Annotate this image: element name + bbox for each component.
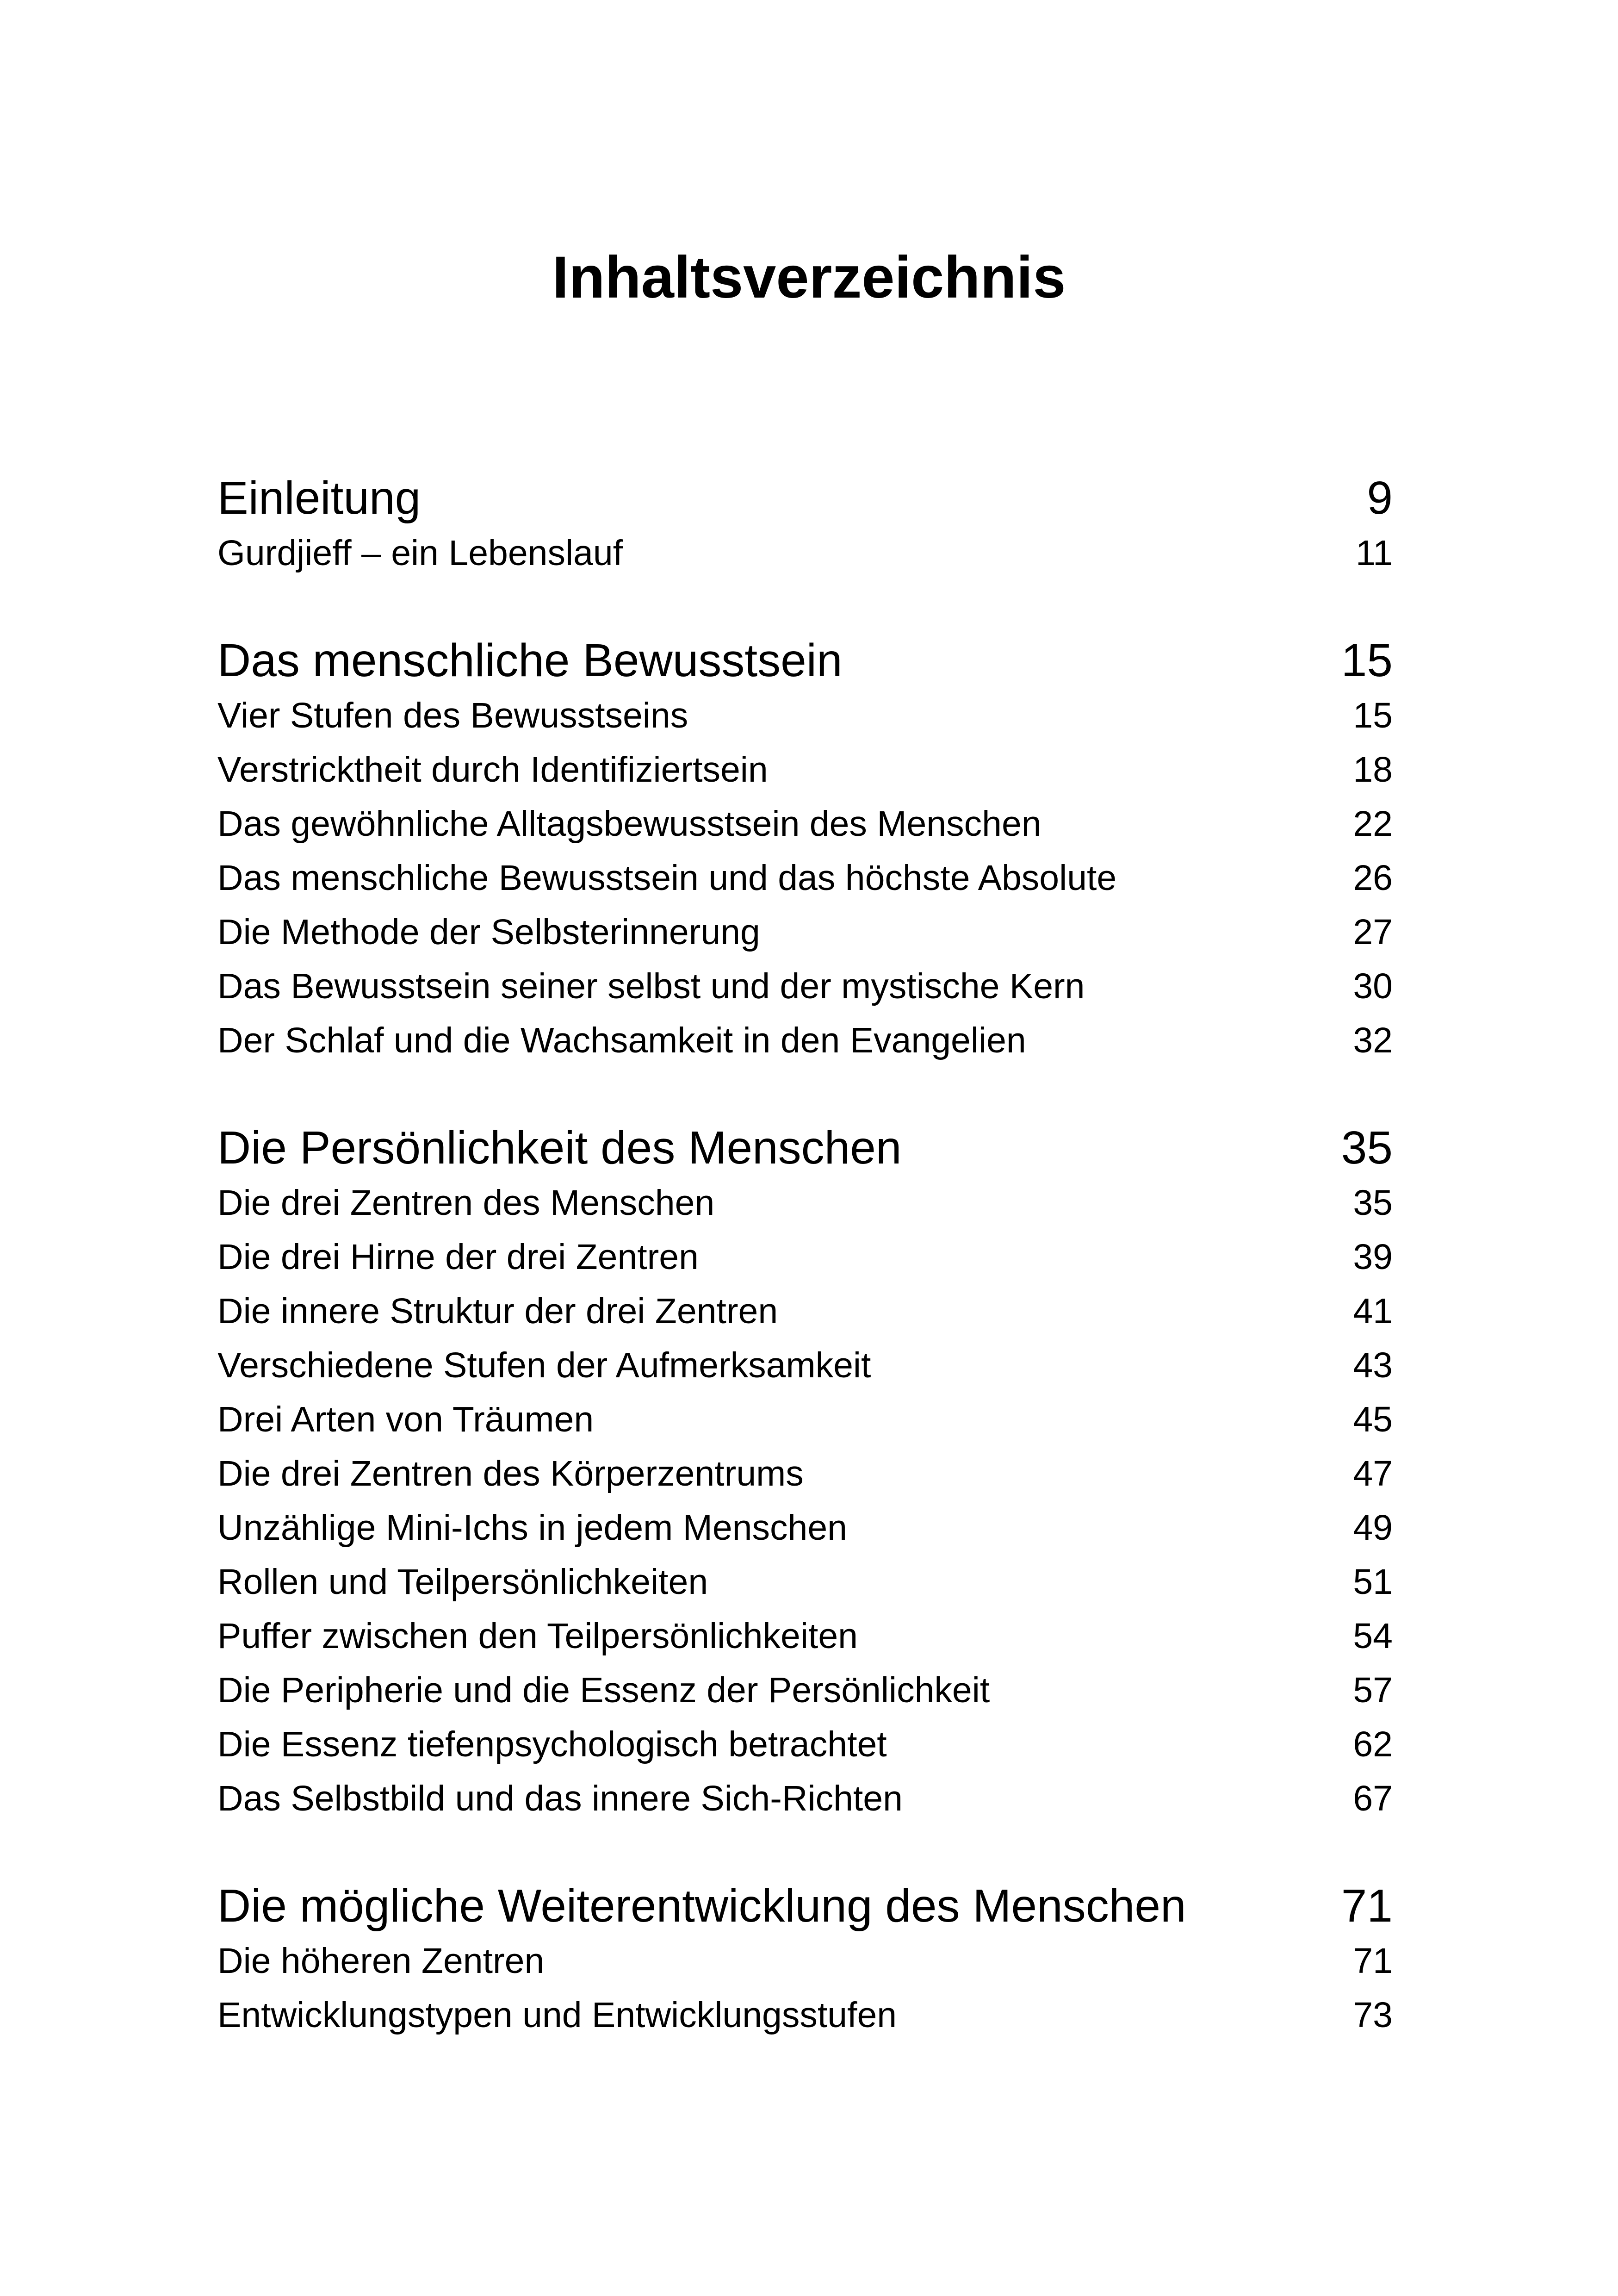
toc-entry-page: 73 [1353, 1995, 1393, 2035]
toc-entry-page: 15 [1353, 696, 1393, 735]
toc-entry-page: 39 [1353, 1237, 1393, 1277]
toc-entry-row [217, 1230, 1393, 1284]
toc-entry-page: 22 [1353, 804, 1393, 844]
toc-section [217, 1120, 1393, 1826]
toc-chapter-row [217, 1878, 1393, 1934]
toc-entry-row [217, 851, 1393, 905]
toc-entry-title: Die drei Zentren des Menschen [217, 1183, 715, 1223]
toc-entry-title: Die höheren Zentren [217, 1941, 545, 1981]
toc-entry-title: Vier Stufen des Bewusstseins [217, 696, 688, 735]
toc-chapter-title: Die mögliche Weiterentwicklung des Menschen [217, 1880, 1186, 1932]
toc-entry-title: Die Methode der Selbsterinnerung [217, 912, 760, 952]
toc-entry-row [217, 1014, 1393, 1068]
toc-entry-page: 51 [1353, 1562, 1393, 1602]
toc-entry-row [217, 1393, 1393, 1447]
toc-chapter-row [217, 632, 1393, 689]
toc-chapter-row [217, 470, 1393, 526]
table-of-contents [217, 470, 1393, 2094]
toc-entry-title: Verschiedene Stufen der Aufmerksamkeit [217, 1345, 871, 1385]
toc-entry-page: 35 [1353, 1183, 1393, 1223]
toc-chapter-page: 71 [1341, 1880, 1393, 1932]
toc-entry-page: 41 [1353, 1291, 1393, 1331]
toc-entry-title: Gurdjieff – ein Lebenslauf [217, 533, 623, 573]
toc-entry-row [217, 1176, 1393, 1230]
toc-chapter-page: 35 [1341, 1122, 1393, 1174]
toc-entry-page: 54 [1353, 1616, 1393, 1656]
toc-entry-title: Der Schlaf und die Wachsamkeit in den Evangelien [217, 1020, 1026, 1060]
toc-entry-title: Die drei Zentren des Körperzentrums [217, 1454, 804, 1493]
toc-entry-row [217, 1663, 1393, 1717]
toc-entry-title: Puffer zwischen den Teilpersönlichkeiten [217, 1616, 858, 1656]
toc-entry-page: 43 [1353, 1345, 1393, 1385]
toc-chapter-row [217, 1120, 1393, 1176]
toc-entry-page: 45 [1353, 1400, 1393, 1439]
toc-entry-row [217, 743, 1393, 797]
page-title: Inhaltsverzeichnis [552, 244, 1066, 311]
toc-entry-title: Die Essenz tiefenpsychologisch betrachtet [217, 1724, 887, 1764]
toc-entry-row [217, 797, 1393, 851]
toc-entry-title: Das Bewusstsein seiner selbst und der mystische Kern [217, 966, 1085, 1006]
toc-entry-page: 57 [1353, 1670, 1393, 1710]
toc-entry-page: 26 [1353, 858, 1393, 898]
toc-entry-row [217, 1338, 1393, 1393]
toc-section [217, 1878, 1393, 2042]
toc-entry-page: 32 [1353, 1020, 1393, 1060]
toc-entry-page: 18 [1353, 750, 1393, 790]
toc-entry-row [217, 1988, 1393, 2042]
toc-entry-title: Das gewöhnliche Alltagsbewusstsein des Menschen [217, 804, 1041, 844]
toc-entry-page: 67 [1353, 1779, 1393, 1818]
toc-section [217, 470, 1393, 580]
toc-entry-row [217, 1772, 1393, 1826]
toc-chapter-title: Das menschliche Bewusstsein [217, 635, 843, 686]
toc-entry-row [217, 1717, 1393, 1772]
toc-entry-title: Die Peripherie und die Essenz der Persönlichkeit [217, 1670, 990, 1710]
toc-entry-title: Die innere Struktur der drei Zentren [217, 1291, 778, 1331]
toc-chapter-title: Einleitung [217, 472, 421, 524]
toc-entry-page: 27 [1353, 912, 1393, 952]
toc-entry-row [217, 1934, 1393, 1988]
toc-entry-row [217, 1447, 1393, 1501]
toc-entry-row [217, 1501, 1393, 1555]
toc-entry-row [217, 1284, 1393, 1338]
toc-entry-title: Verstricktheit durch Identifiziertsein [217, 750, 768, 790]
toc-entry-row [217, 1555, 1393, 1609]
toc-chapter-page: 9 [1367, 472, 1393, 524]
toc-entry-row [217, 905, 1393, 959]
toc-entry-title: Rollen und Teilpersönlichkeiten [217, 1562, 708, 1602]
toc-entry-row [217, 959, 1393, 1014]
toc-entry-page: 49 [1353, 1508, 1393, 1548]
toc-entry-title: Drei Arten von Träumen [217, 1400, 594, 1439]
toc-entry-row [217, 1609, 1393, 1663]
toc-entry-title: Entwicklungstypen und Entwicklungsstufen [217, 1995, 897, 2035]
toc-entry-row [217, 689, 1393, 743]
toc-entry-page: 11 [1356, 533, 1393, 573]
toc-entry-row [217, 526, 1393, 580]
toc-section [217, 632, 1393, 1068]
toc-entry-page: 30 [1353, 966, 1393, 1006]
toc-entry-title: Das Selbstbild und das innere Sich-Richten [217, 1779, 903, 1818]
toc-entry-page: 62 [1353, 1724, 1393, 1764]
toc-entry-page: 47 [1353, 1454, 1393, 1493]
toc-chapter-title: Die Persönlichkeit des Menschen [217, 1122, 902, 1174]
toc-entry-title: Unzählige Mini-Ichs in jedem Menschen [217, 1508, 847, 1548]
toc-entry-page: 71 [1353, 1941, 1393, 1981]
toc-entry-title: Die drei Hirne der drei Zentren [217, 1237, 699, 1277]
toc-chapter-page: 15 [1341, 635, 1393, 686]
toc-entry-title: Das menschliche Bewusstsein und das höchste Absolute [217, 858, 1117, 898]
